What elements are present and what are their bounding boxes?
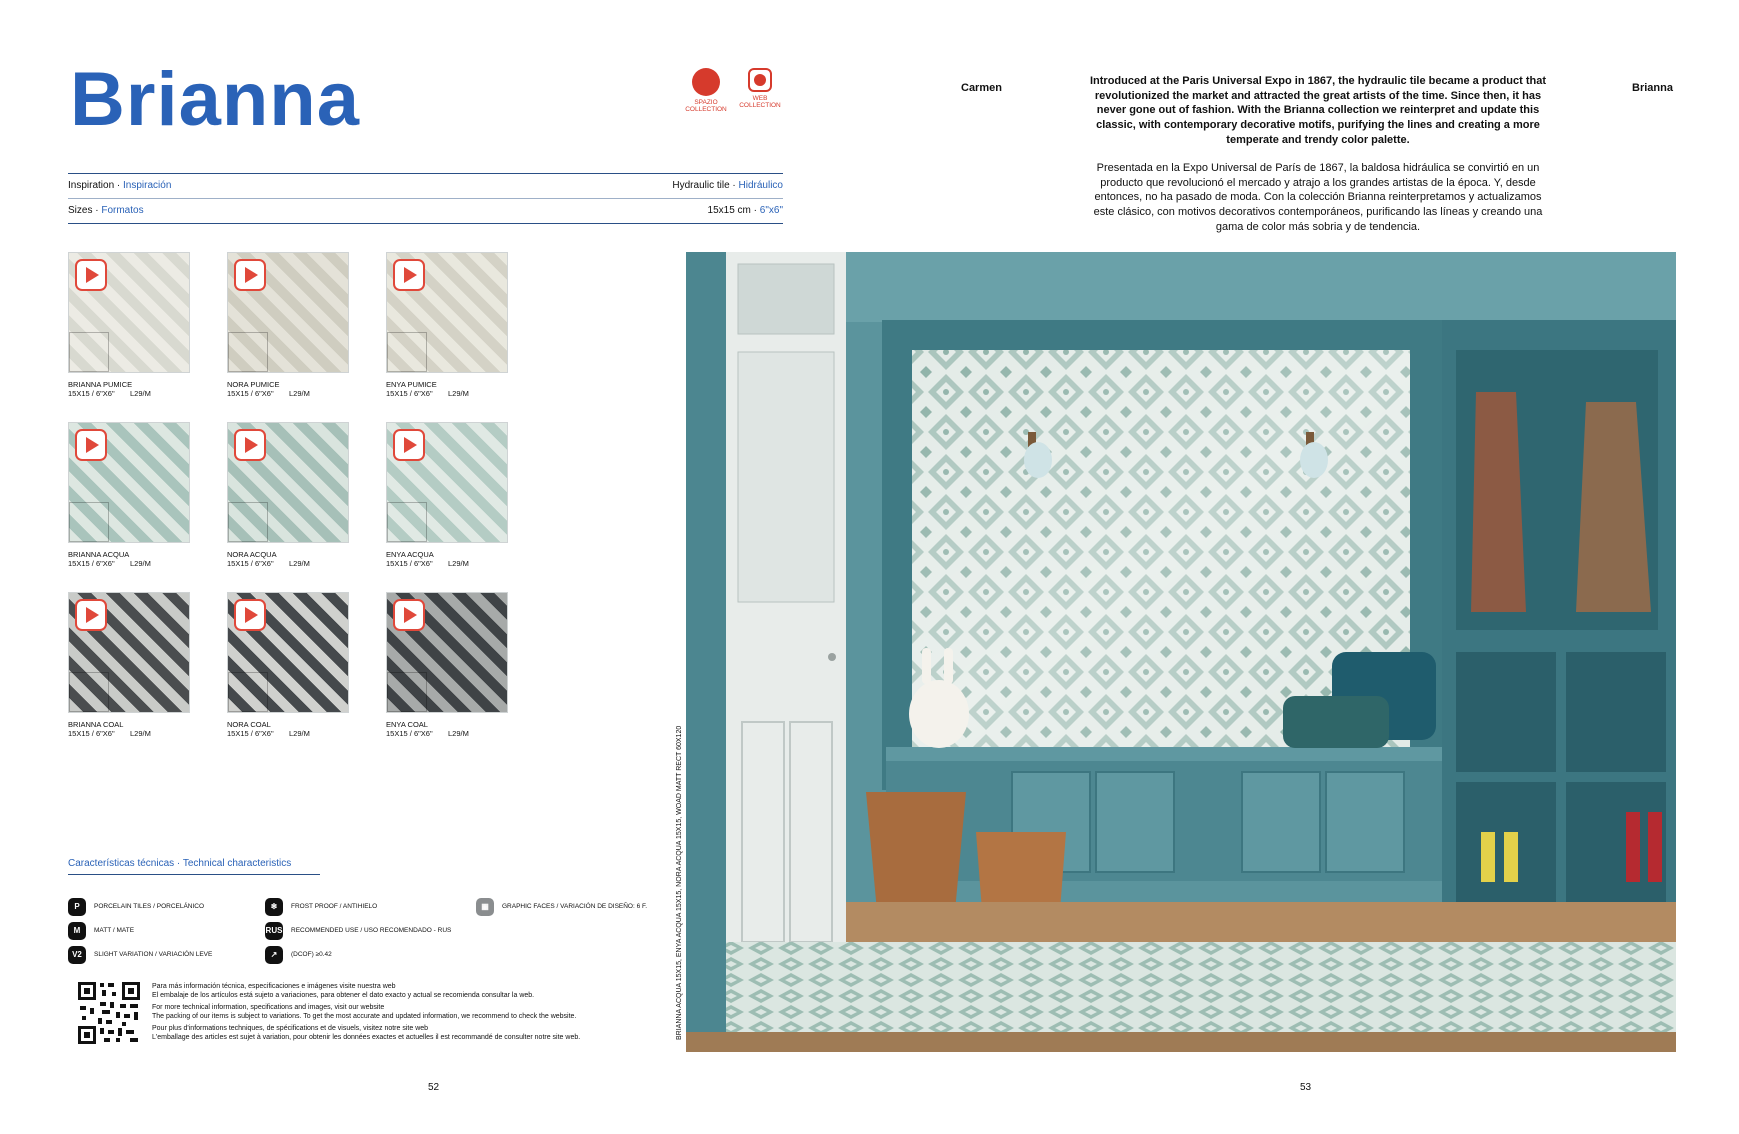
feature-icon: RUS xyxy=(265,922,283,940)
single-tile-outline xyxy=(387,672,427,712)
tile-swatch[interactable] xyxy=(68,592,190,713)
single-tile-outline xyxy=(387,332,427,372)
web-collection-badge: WEB COLLECTION xyxy=(737,68,783,110)
feature-icon: P xyxy=(68,898,86,916)
product-code: L29/M xyxy=(289,559,310,569)
product-size: 15X15 / 6"X6" xyxy=(227,729,274,739)
product-caption xyxy=(68,720,208,739)
product-caption xyxy=(227,550,367,569)
product-code: L29/M xyxy=(289,389,310,399)
intro-english: Introduced at the Paris Universal Expo in 1867, the hydraulic tile became a product that revolutionized the market and attracted the great artists of the time. Since then, it has never gone out of fashion. With the Brianna collection we reinterpret and update this classic, with contemporary decorative motifs, purifying the lines and creating a more temperate and trendy color palette. xyxy=(1089,75,1547,146)
tile-swatch[interactable] xyxy=(227,252,349,373)
feature-item xyxy=(265,898,377,916)
product-name: NORA PUMICE xyxy=(227,380,280,389)
product-caption xyxy=(227,380,367,399)
photo-caption: BRIANNA ACQUA 15X15, ENYA ACQUA 15X15, NORA ACQUA 15X15, WOAD MATT RECT 60X120 xyxy=(676,725,683,1040)
product-size: 15X15 / 6"X6" xyxy=(68,729,115,739)
tile-swatch[interactable] xyxy=(227,592,349,713)
footnote: Para más información técnica, especificaciones e imágenes visite nuestra web El embalaje de los artículos está sujeto a variaciones, para obtener el dato exacto y actual se recomienda consultar la web. For more technical information, specifications and images, visit our website The packing of our items is subject to variations. To get the most accurate and updated information, we recommend to check the website. Pour plus d'informations techniques, de spécifications et de visuels, visitez notre site web L'emballage des articles est sujet à variation, pour obtenir les données exactes et actuelles il est recommandé de consulter notre site web. xyxy=(152,983,581,1042)
product-card[interactable] xyxy=(227,252,367,399)
product-card[interactable] xyxy=(227,422,367,569)
feature-item xyxy=(476,898,647,916)
product-caption xyxy=(68,380,208,399)
sizes-value: 15x15 cm · 6"x6" xyxy=(707,205,783,216)
nav-prev-link[interactable]: Carmen xyxy=(961,82,1002,94)
feature-item xyxy=(68,922,134,940)
product-code: L29/M xyxy=(448,729,469,739)
single-tile-outline xyxy=(69,332,109,372)
single-tile-outline xyxy=(228,332,268,372)
single-tile-outline xyxy=(228,672,268,712)
tile-swatch[interactable] xyxy=(386,252,508,373)
product-code: L29/M xyxy=(448,389,469,399)
play-video-icon[interactable] xyxy=(393,599,425,631)
feature-label: PORCELAIN TILES / PORCELÁNICO xyxy=(94,903,205,911)
product-name: NORA COAL xyxy=(227,720,271,729)
feature-item xyxy=(265,922,451,940)
spazio-dot-icon xyxy=(692,68,720,96)
play-video-icon[interactable] xyxy=(393,429,425,461)
single-tile-outline xyxy=(387,502,427,542)
sizes-label: Sizes · Formatos xyxy=(68,205,144,216)
room-photo xyxy=(686,252,1676,1052)
feature-icon: ❄ xyxy=(265,898,283,916)
divider xyxy=(68,173,783,174)
product-caption xyxy=(386,720,526,739)
play-video-icon[interactable] xyxy=(234,599,266,631)
product-code: L29/M xyxy=(130,389,151,399)
product-card[interactable] xyxy=(386,422,526,569)
feature-icon: M xyxy=(68,922,86,940)
product-card[interactable] xyxy=(386,252,526,399)
product-size: 15X15 / 6"X6" xyxy=(386,559,433,569)
product-name: ENYA COAL xyxy=(386,720,428,729)
product-caption xyxy=(386,380,526,399)
product-code: L29/M xyxy=(448,559,469,569)
divider xyxy=(68,223,783,224)
product-name: ENYA ACQUA xyxy=(386,550,434,559)
product-caption xyxy=(227,720,367,739)
feature-label: GRAPHIC FACES / VARIACIÓN DE DISEÑO: 6 F. xyxy=(502,903,648,911)
page-title: Brianna xyxy=(70,57,360,142)
inspiration-label: Inspiration · Inspiración xyxy=(68,180,172,191)
product-name: BRIANNA ACQUA xyxy=(68,550,130,559)
tile-swatch[interactable] xyxy=(227,422,349,543)
product-size: 15X15 / 6"X6" xyxy=(386,389,433,399)
play-video-icon[interactable] xyxy=(75,599,107,631)
feature-item xyxy=(68,946,212,964)
product-card[interactable] xyxy=(227,592,367,739)
product-code: L29/M xyxy=(289,729,310,739)
feature-item xyxy=(68,898,204,916)
nav-next-link[interactable]: Brianna xyxy=(1632,82,1673,94)
product-card[interactable] xyxy=(386,592,526,739)
page-number-left: 52 xyxy=(428,1082,440,1093)
page-number-right: 53 xyxy=(1300,1082,1312,1093)
feature-item xyxy=(265,946,332,964)
feature-label: MATT / MATE xyxy=(94,927,135,935)
product-name: BRIANNA PUMICE xyxy=(68,380,133,389)
play-video-icon[interactable] xyxy=(234,429,266,461)
intro-spanish: Presentada en la Expo Universal de París de 1867, la baldosa hidráulica se convirtió en un producto que revolucionó el mercado y atrajo a los grandes artistas de la época. Y, desde entonces, no ha pasado de moda. Con la colección Brianna reinterpretamos y actualizamos este clásico, con motivos decorativos contemporáneos, purificando las líneas y creando una gama de color más sobria y de tendencia. xyxy=(1093,162,1543,233)
single-tile-outline xyxy=(69,672,109,712)
play-video-icon[interactable] xyxy=(234,259,266,291)
feature-icon: ▦ xyxy=(476,898,494,916)
play-video-icon[interactable] xyxy=(393,259,425,291)
product-code: L29/M xyxy=(130,559,151,569)
single-tile-outline xyxy=(69,502,109,542)
product-code: L29/M xyxy=(130,729,151,739)
product-caption xyxy=(386,550,526,569)
product-size: 15X15 / 6"X6" xyxy=(68,389,115,399)
play-video-icon[interactable] xyxy=(75,429,107,461)
product-size: 15X15 / 6"X6" xyxy=(68,559,115,569)
globe-icon xyxy=(748,68,772,92)
divider xyxy=(68,874,320,875)
product-name: ENYA PUMICE xyxy=(386,380,437,389)
product-card[interactable] xyxy=(68,252,208,399)
single-tile-outline xyxy=(228,502,268,542)
divider xyxy=(68,198,783,199)
product-card[interactable] xyxy=(68,422,208,569)
product-name: NORA ACQUA xyxy=(227,550,277,559)
product-size: 15X15 / 6"X6" xyxy=(227,559,274,569)
tile-swatch[interactable] xyxy=(68,422,190,543)
characteristics-heading: Características técnicas · Technical characteristics xyxy=(68,858,292,869)
feature-label: (DCOF) ≥0.42 xyxy=(291,951,332,959)
product-size: 15X15 / 6"X6" xyxy=(227,389,274,399)
tile-swatch[interactable] xyxy=(386,592,508,713)
inspiration-value: Hydraulic tile · Hidráulico xyxy=(672,180,783,191)
feature-icon: ↗ xyxy=(265,946,283,964)
feature-label: SLIGHT VARIATION / VARIACIÓN LEVE xyxy=(94,951,213,959)
feature-icon: V2 xyxy=(68,946,86,964)
qr-code[interactable] xyxy=(76,980,142,1046)
tile-swatch[interactable] xyxy=(386,422,508,543)
tile-swatch[interactable] xyxy=(68,252,190,373)
play-video-icon[interactable] xyxy=(75,259,107,291)
product-size: 15X15 / 6"X6" xyxy=(386,729,433,739)
product-name: BRIANNA COAL xyxy=(68,720,124,729)
product-card[interactable] xyxy=(68,592,208,739)
spazio-collection-badge: SPAZIO COLLECTION xyxy=(683,68,729,114)
product-caption xyxy=(68,550,208,569)
feature-label: RECOMMENDED USE / USO RECOMENDADO - RUS xyxy=(291,927,452,935)
feature-label: FROST PROOF / ANTIHIELO xyxy=(291,903,378,911)
